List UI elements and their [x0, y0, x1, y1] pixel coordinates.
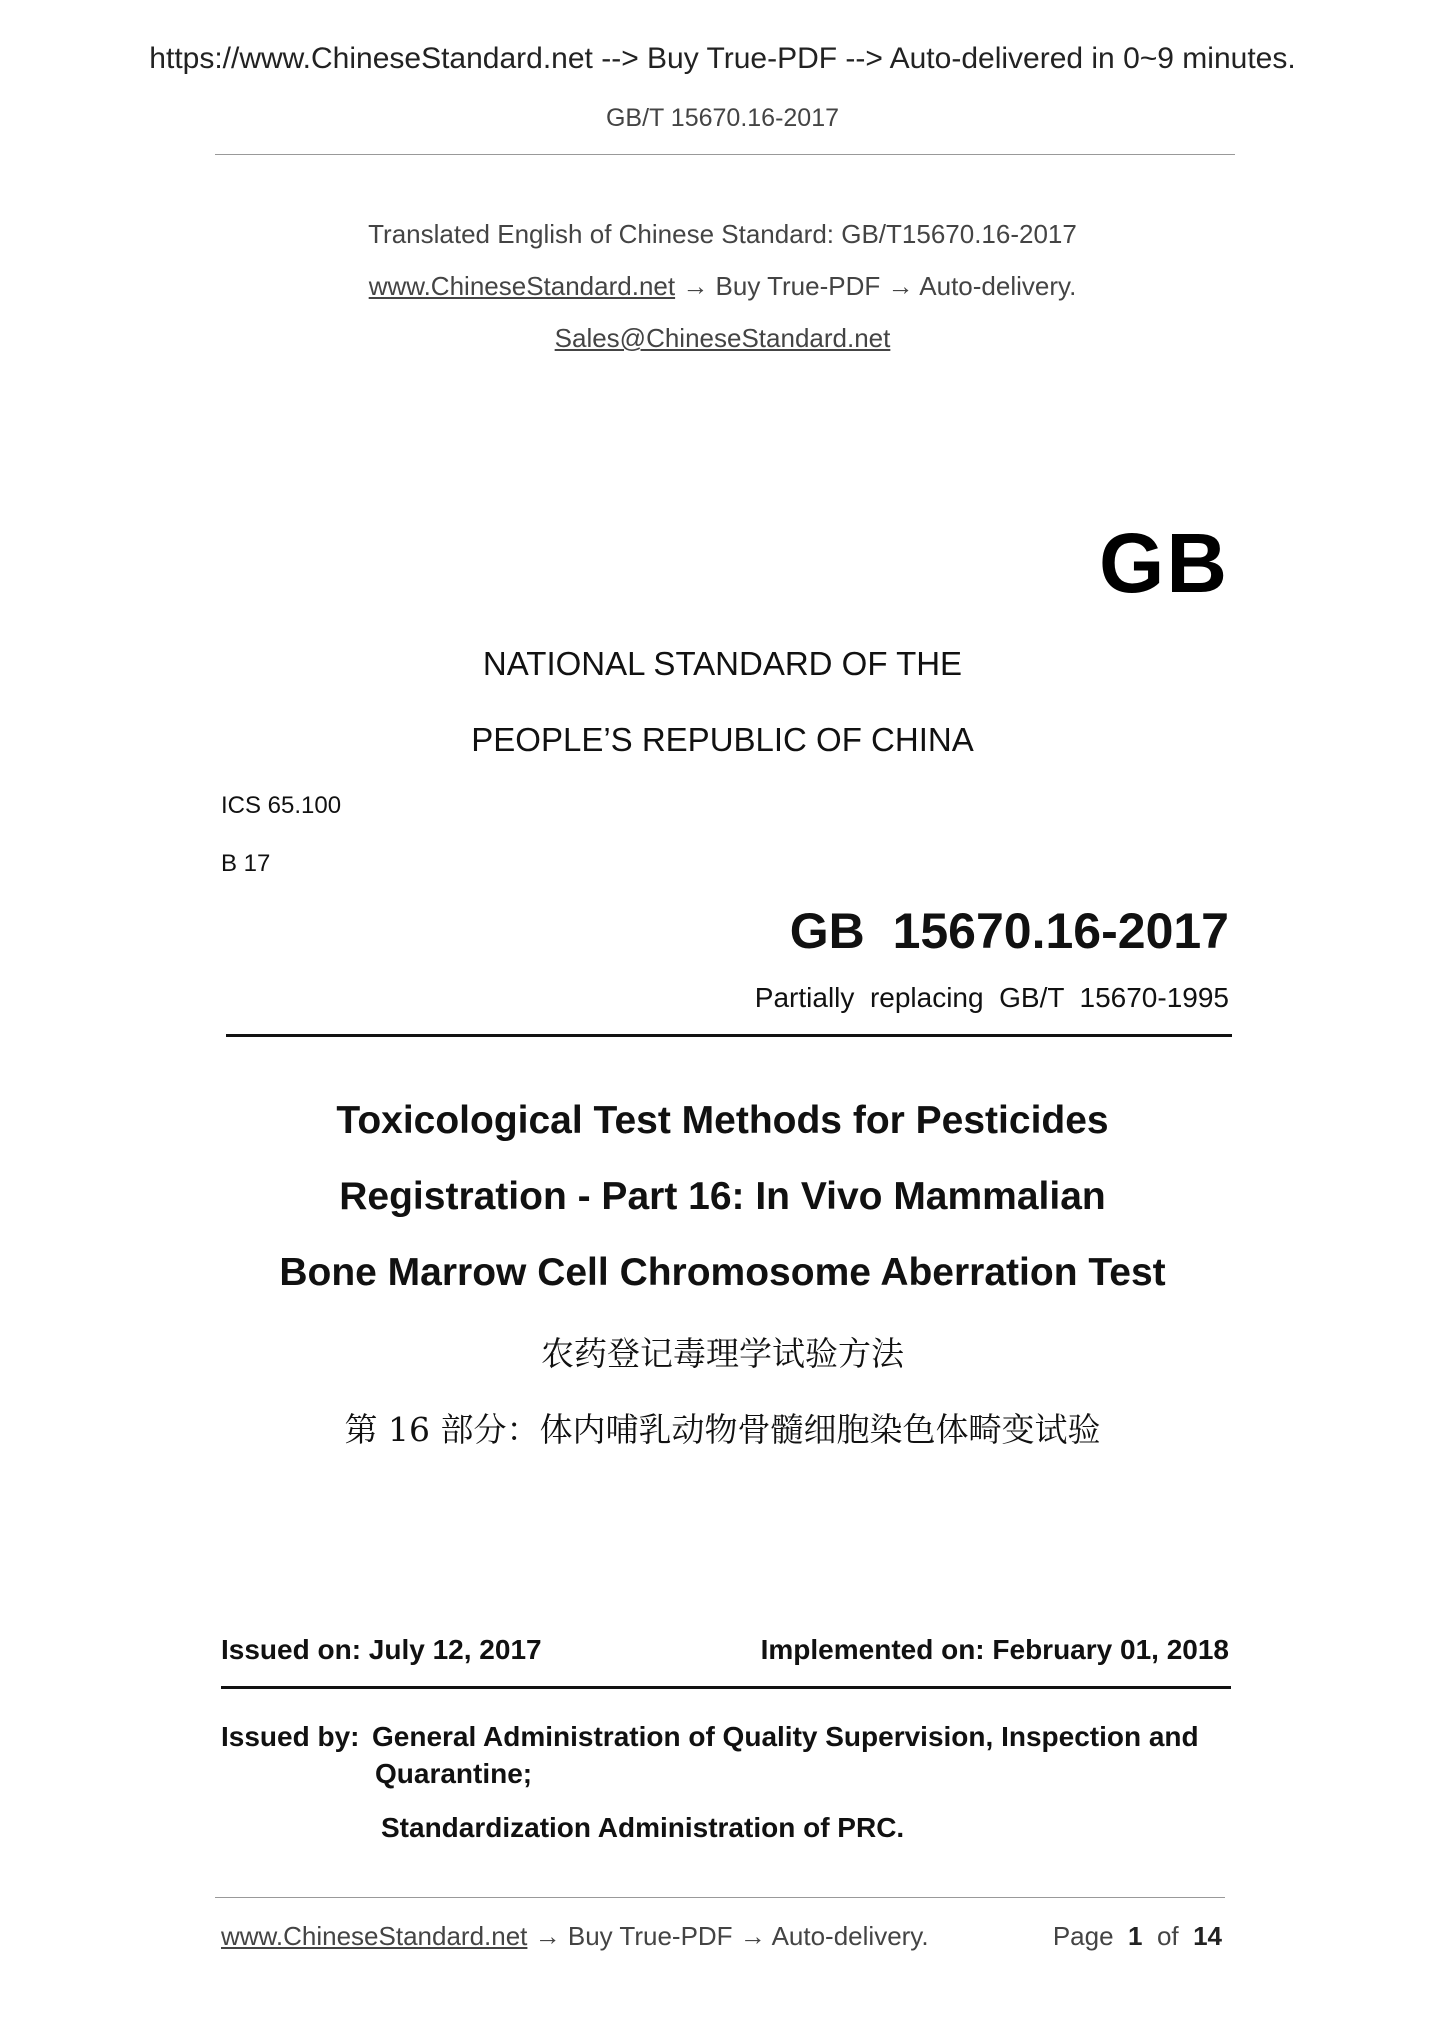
- issuer-org1-line2: Quarantine;: [375, 1758, 533, 1789]
- national-standard-line2: PEOPLE’S REPUBLIC OF CHINA: [471, 721, 974, 758]
- total-pages: 14: [1193, 1921, 1222, 1951]
- page-number: 1: [1128, 1921, 1143, 1951]
- gb-logo-mark: GB: [1099, 516, 1229, 610]
- page-label: Page: [1052, 1921, 1114, 1951]
- title-zh-line2: 第 16 部分：体内哺乳动物骨髓细胞染色体畸变试验: [344, 1410, 1101, 1449]
- site-link[interactable]: www.ChineseStandard.net: [368, 271, 676, 301]
- replacing-note: Partially replacing GB/T 15670-1995: [754, 982, 1229, 1013]
- title-en-line2: Registration - Part 16: In Vivo Mammalian: [339, 1175, 1106, 1218]
- title-zh-line1: 农药登记毒理学试验方法: [541, 1334, 904, 1373]
- dates-divider: [221, 1686, 1231, 1689]
- running-header: GB/T 15670.16-2017: [605, 104, 840, 132]
- issued-on-date: Issued on: July 12, 2017: [221, 1634, 542, 1665]
- footer-divider: [215, 1897, 1225, 1898]
- footer-purchase-text: → Buy True-PDF → Auto-delivery.: [527, 1921, 929, 1951]
- email-line: [0, 323, 1445, 354]
- purchase-line: [0, 271, 1445, 302]
- issuer-org2: Standardization Administration of PRC.: [381, 1812, 905, 1843]
- header-divider: [215, 154, 1235, 155]
- issuer-org1-line1: General Administration of Quality Supervision, Inspection and: [372, 1721, 1199, 1752]
- translation-note: Translated English of Chinese Standard: GB/T15670.16-2017: [368, 219, 1077, 249]
- title-en-line3: Bone Marrow Cell Chromosome Aberration Test: [279, 1251, 1166, 1294]
- page-counter: [1053, 1921, 1222, 1952]
- title-en-line1: Toxicological Test Methods for Pesticides: [336, 1099, 1109, 1142]
- of-label: of: [1156, 1921, 1179, 1951]
- footer-site-link[interactable]: www.ChineseStandard.net: [221, 1921, 528, 1951]
- standard-number: GB 15670.16-2017: [789, 903, 1229, 959]
- ccs-code: B 17: [221, 850, 271, 877]
- issued-by-label: Issued by:: [221, 1721, 360, 1752]
- email-link[interactable]: Sales@ChineseStandard.net: [554, 323, 891, 353]
- top-banner[interactable]: https://www.ChineseStandard.net --> Buy True-PDF --> Auto-delivered in 0~9 minutes.: [149, 42, 1296, 75]
- national-standard-line1: NATIONAL STANDARD OF THE: [482, 645, 963, 682]
- standard-divider: [226, 1034, 1232, 1037]
- footer-purchase-line: [221, 1921, 929, 1952]
- ics-code: ICS 65.100: [221, 792, 342, 819]
- purchase-text: → Buy True-PDF → Auto-delivery.: [675, 271, 1077, 301]
- implemented-on-date: Implemented on: February 01, 2018: [760, 1634, 1229, 1665]
